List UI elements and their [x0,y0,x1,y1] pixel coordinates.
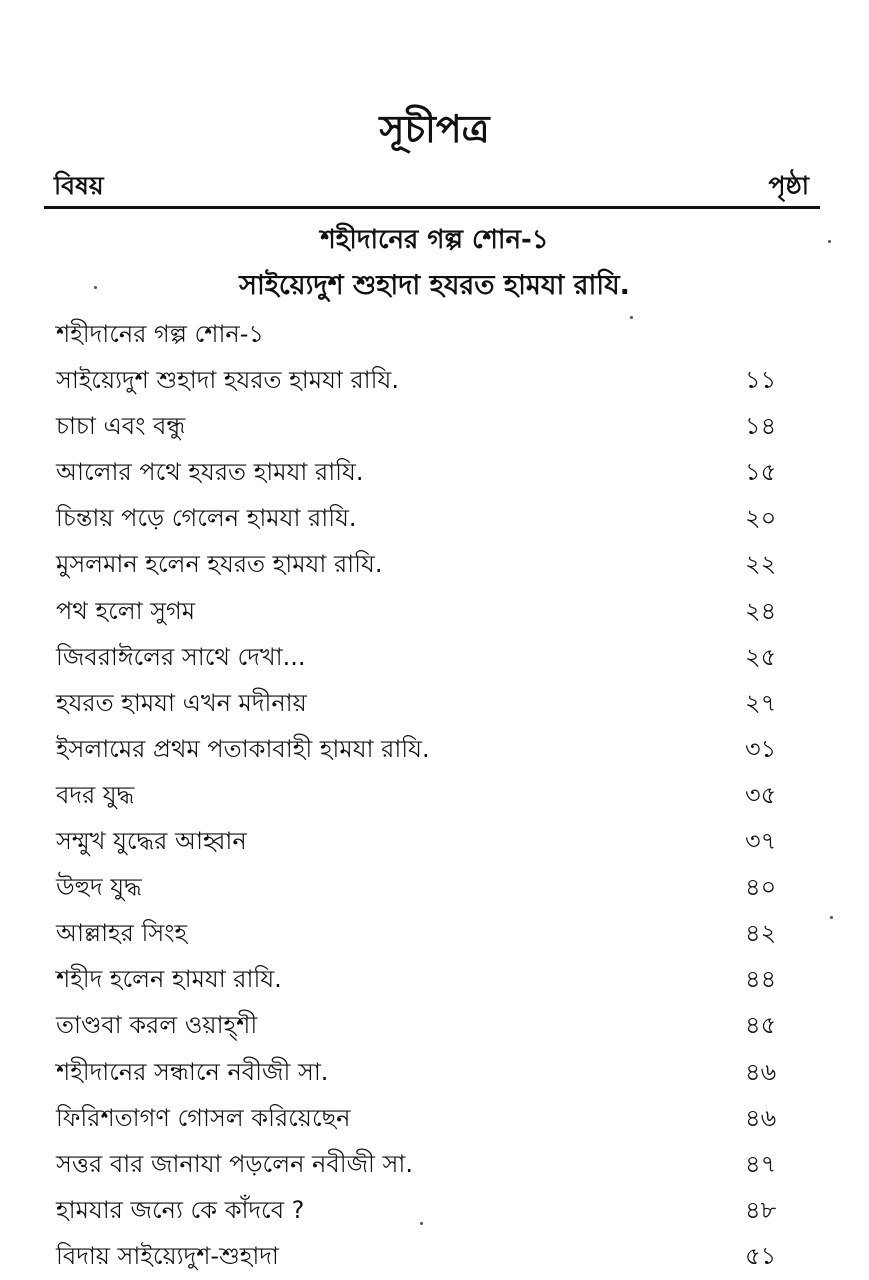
toc-entry [0,635,869,681]
toc-entry-list [0,312,869,1280]
section-heading-secondary: সাইয়্যেদুশ শুহাদা হযরত হামযা রাযি. [239,270,630,301]
toc-entry-title: জিবরাঈলের সাথে দেখা... [56,642,306,671]
toc-entry-page-number: ৪৫ [745,1011,777,1040]
toc-entry-title: শহীদানের সন্ধানে নবীজী সা. [56,1057,329,1086]
toc-entry-title: আলোর পথে হযরত হামযা রাযি. [56,458,364,487]
toc-entry [0,496,869,542]
toc-entry [0,542,869,588]
toc-entry-page-number: ১১ [745,366,777,395]
toc-entry-title: বিদায় সাইয়্যেদুশ-শুহাদা [56,1241,279,1270]
toc-entry-page-number: ২০ [745,504,777,533]
toc-entry-title: শহীদানের গল্প শোন-১ [56,320,264,348]
toc-entry-page-number: ৪০ [745,873,777,902]
page-title: সূচীপত্র [379,107,490,151]
toc-entry-page-number: ৪৭ [745,1149,777,1178]
column-header-page: পৃষ্ঠা [768,171,809,200]
toc-entry-title: তাণ্ডবা করল ওয়াহ্‌শী [56,1011,258,1040]
section-heading-primary: শহীদানের গল্প শোন-১ [320,225,549,255]
toc-entry-title: সম্মুখ যুদ্ধের আহ্বান [56,827,247,856]
scan-speck [828,240,831,243]
toc-entry-page-number: ২২ [745,550,777,579]
toc-entry-page-number: ৩৫ [745,780,777,809]
toc-entry [0,404,869,450]
scan-speck [94,286,97,289]
toc-entry [0,957,869,1003]
toc-entry-page-number: ৪৬ [745,1103,777,1132]
toc-entry-title: সাইয়্যেদুশ শুহাদা হযরত হামযা রাযি. [56,366,399,395]
toc-entry [0,1050,869,1096]
toc-entry-page-number: ২৫ [745,642,777,671]
toc-entry [0,1188,869,1234]
scan-speck [420,1222,423,1225]
toc-entry-page-number: ৪৪ [745,965,777,994]
toc-entry-page-number: ৪৬ [745,1057,777,1086]
toc-entry-title: হামযার জন্যে কে কাঁদবে ? [56,1195,305,1224]
toc-entry-title: হযরত হামযা এখন মদীনায় [56,688,307,717]
toc-entry [0,773,869,819]
toc-entry [0,1234,869,1280]
toc-entry [0,450,869,496]
scan-speck [630,316,633,319]
toc-entry [0,727,869,773]
toc-entry [0,589,869,635]
toc-entry [0,819,869,865]
toc-entry-title: মুসলমান হলেন হযরত হামযা রাযি. [56,550,383,579]
toc-entry-page-number: ৪২ [745,919,777,948]
toc-entry-title: পথ হলো সুগম [56,596,196,625]
toc-entry [0,911,869,957]
toc-entry-title: ইসলামের প্রথম পতাকাবাহী হামযা রাযি. [56,734,430,763]
toc-entry-title: বদর যুদ্ধ [56,780,135,809]
toc-entry-title: চিন্তায় পড়ে গেলেন হামযা রাযি. [56,504,357,533]
toc-entry-page-number: ৪৮ [745,1195,777,1224]
toc-entry-title: আল্লাহর সিংহ [56,919,188,948]
toc-entry-page-number: ১৪ [745,412,777,441]
toc-entry-title: উহুদ যুদ্ধ [56,873,142,902]
toc-entry [0,1003,869,1049]
toc-entry-title: চাচা এবং বন্ধু [56,412,186,441]
toc-entry-title: শহীদ হলেন হামযা রাযি. [56,965,282,994]
toc-entry [0,358,869,404]
toc-entry [0,865,869,911]
toc-entry-page-number: ২৪ [745,596,777,625]
toc-entry [0,681,869,727]
toc-entry-page-number: ১৫ [745,458,777,487]
toc-entry [0,312,869,358]
toc-entry [0,1142,869,1188]
toc-entry-page-number: ৫১ [745,1241,777,1270]
toc-entry-page-number: ৩১ [745,734,777,763]
header-divider [44,206,820,209]
toc-entry-title: সত্তর বার জানাযা পড়লেন নবীজী সা. [56,1149,413,1178]
column-header-subject: বিষয় [54,171,104,200]
toc-entry-page-number: ৩৭ [745,827,777,856]
toc-entry-title: ফিরিশতাগণ গোসল করিয়েছেন [56,1103,351,1132]
toc-entry-page-number: ২৭ [745,688,777,717]
scan-speck [830,916,833,919]
toc-entry [0,1096,869,1142]
